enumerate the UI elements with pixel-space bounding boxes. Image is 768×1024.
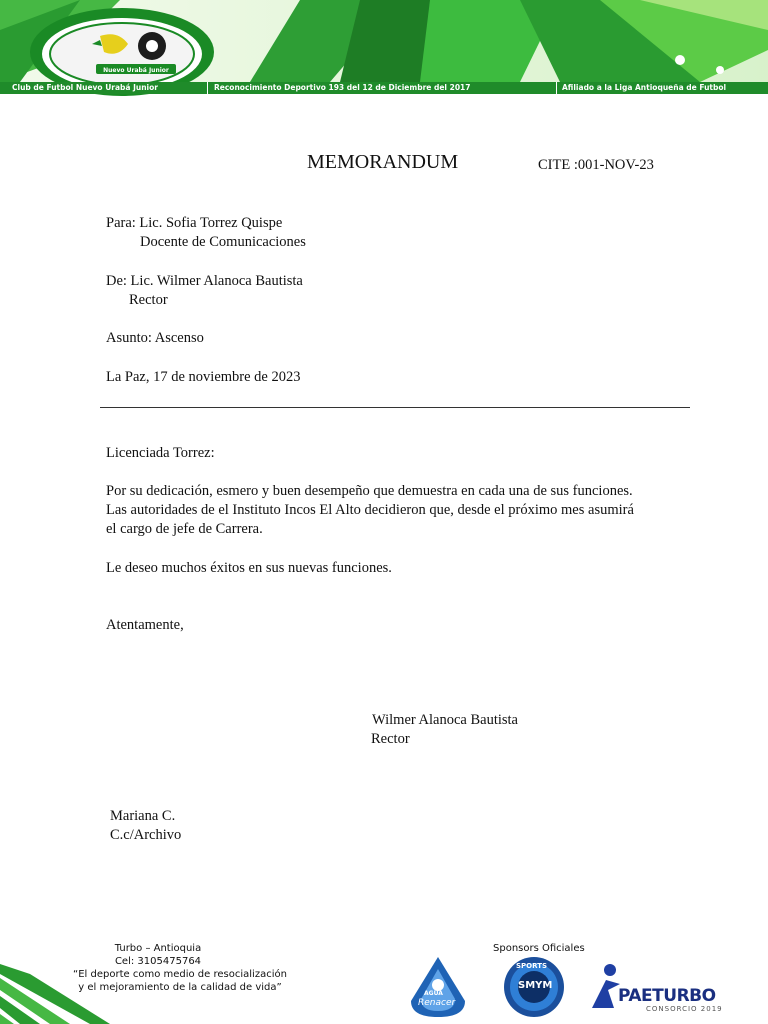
sponsor-2-name: SMYM [518, 980, 553, 991]
body-line-2: Las autoridades de el Instituto Incos El Alto decidieron que, desde el próximo mes asumirá [106, 502, 634, 518]
footer-city: Turbo – Antioquia [114, 943, 202, 954]
subject-line: Asunto: Ascenso [106, 330, 204, 346]
divider [100, 407, 690, 408]
sponsors-label: Sponsors Oficiales [493, 943, 585, 954]
closing-wish: Le deseo muchos éxitos en sus nuevas funciones. [106, 560, 392, 576]
band-affiliation: Afiliado a la Liga Antioqueña de Futbol [562, 83, 727, 92]
signer-name: Wilmer Alanoca Bautista [372, 712, 518, 728]
sponsor-1-name: Renacer [418, 998, 456, 1008]
band-recognition: Reconocimiento Deportivo 193 del 12 de Diciembre del 2017 [214, 83, 471, 92]
sponsor-agua-renacer-logo [393, 955, 483, 1021]
de-role: Rector [129, 292, 168, 308]
footer-contact [30, 942, 330, 994]
footer-slogan-2: y el mejoramiento de la calidad de vida” [78, 982, 282, 993]
para-line: Para: Lic. Sofia Torrez Quispe [106, 215, 283, 231]
band-club-name: Club de Futbol Nuevo Urabá Junior [12, 83, 158, 92]
sponsor-2-top: SPORTS [516, 962, 548, 970]
sponsor-3-sub: CONSORCIO 2019 [646, 1005, 723, 1013]
salutation: Licenciada Torrez: [106, 445, 215, 461]
body-line-1: Por su dedicación, esmero y buen desempeño que demuestra en cada una de sus funciones. [106, 483, 633, 499]
letterhead-band [0, 82, 768, 94]
footer-slogan-1: “El deporte como medio de resocialización [73, 969, 287, 980]
cc-name: Mariana C. [110, 808, 176, 824]
footer-phone: Cel: 3105475764 [114, 956, 202, 967]
signer-role: Rector [371, 731, 410, 747]
cc-archive: C.c/Archivo [110, 827, 182, 843]
date-line: La Paz, 17 de noviembre de 2023 [106, 369, 301, 385]
body-line-3: el cargo de jefe de Carrera. [106, 521, 263, 537]
de-line: De: Lic. Wilmer Alanoca Bautista [106, 273, 303, 289]
sponsor-1-top: AGUA [424, 990, 443, 997]
sponsor-3-name: PAETURBO [618, 986, 716, 1006]
memo-cite: CITE :001-NOV-23 [538, 157, 654, 173]
memo-title: MEMORANDUM [307, 151, 459, 173]
para-role: Docente de Comunicaciones [140, 234, 306, 250]
club-logo-text: Nuevo Urabá Junior [103, 67, 169, 74]
closing-regards: Atentamente, [106, 617, 184, 633]
